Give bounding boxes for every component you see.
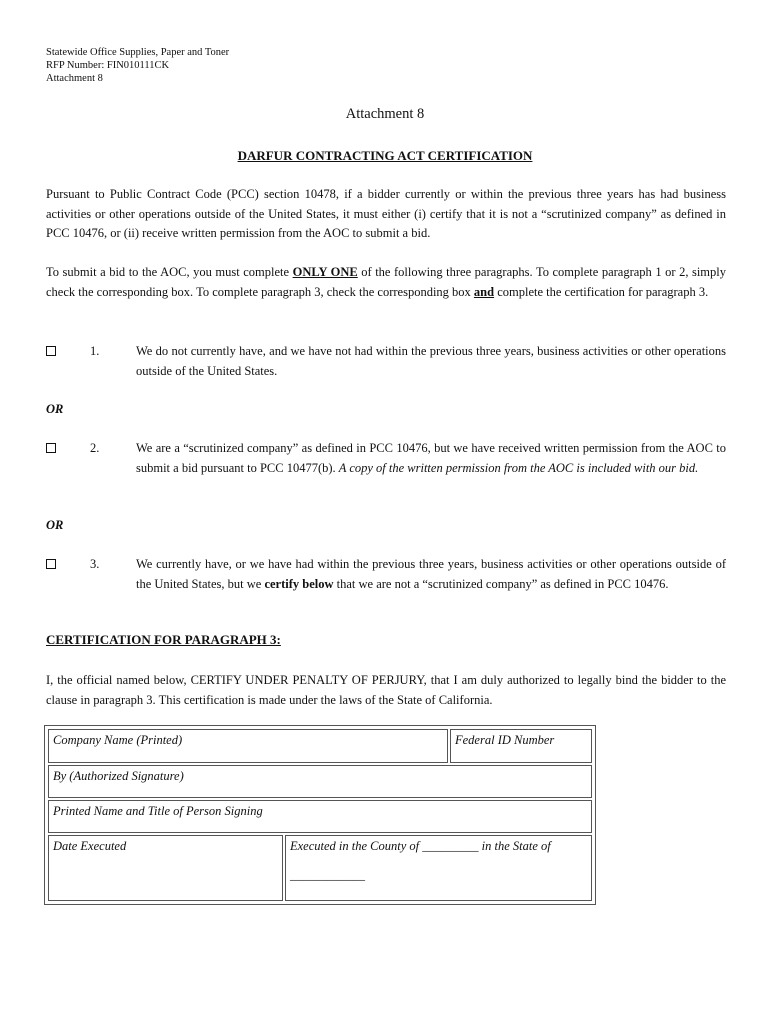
certification-heading: CERTIFICATION FOR PARAGRAPH 3: <box>46 632 281 647</box>
header-line-1: Statewide Office Supplies, Paper and Toner <box>46 47 230 58</box>
or-label-2: OR <box>46 518 64 532</box>
instructions-part-3: complete the certification for paragraph 3. <box>494 284 709 299</box>
option-2-checkbox[interactable] <box>46 443 56 453</box>
option-3-text <box>136 555 726 594</box>
header-line-3: Attachment 8 <box>46 73 103 84</box>
instructions-paragraph <box>46 263 726 302</box>
option-3-number: 3. <box>90 557 100 571</box>
page-title: Attachment 8 <box>345 106 425 122</box>
option-2 <box>46 439 726 499</box>
federal-id-label: Federal ID Number <box>455 733 555 747</box>
option-3 <box>46 555 726 615</box>
option-3-checkbox[interactable] <box>46 559 56 569</box>
signature-field[interactable] <box>48 765 592 798</box>
option-2-number: 2. <box>90 441 100 455</box>
option-3-text-b: that we are not a “scrutinized company” as defined in PCC 10476. <box>333 576 669 591</box>
date-executed-label: Date Executed <box>53 839 127 853</box>
option-3-text-a: We currently have, or we have had within the previous three years, business activities or other operations outside of the United States, but we <box>136 557 726 591</box>
option-1-text: We do not currently have, and we have not had within the previous three years, business activities or other operations outside of the United States. <box>136 344 726 378</box>
header-line-2: RFP Number: FIN010111CK <box>46 60 170 71</box>
county-label-line-2: ____________ <box>290 868 365 882</box>
signature-label: By (Authorized Signature) <box>53 769 184 783</box>
certification-text: I, the official named below, CERTIFY UNDER PENALTY OF PERJURY, that I am duly authorized to legally bind the bidder to the clause in paragraph 3. This certification is made under the laws of the State of California. <box>46 673 726 707</box>
option-2-italic-text: A copy of the written permission from the AOC is included with our bid. <box>338 460 699 475</box>
option-3-bold-text: certify below <box>264 576 334 591</box>
page-subtitle: DARFUR CONTRACTING ACT CERTIFICATION <box>237 148 533 163</box>
printed-name-field[interactable] <box>48 800 592 833</box>
federal-id-field[interactable] <box>450 729 592 763</box>
document-header <box>46 46 229 85</box>
certification-form <box>44 725 596 905</box>
date-executed-field[interactable] <box>48 835 283 901</box>
printed-name-label: Printed Name and Title of Person Signing <box>53 804 263 818</box>
option-1 <box>46 342 726 382</box>
option-1-number: 1. <box>90 344 100 358</box>
company-name-field[interactable] <box>48 729 448 763</box>
company-name-label: Company Name (Printed) <box>53 733 183 747</box>
county-label: Executed in the County of _________ in the State of <box>290 839 551 853</box>
or-label-1: OR <box>46 402 64 416</box>
instructions-only-one: ONLY ONE <box>292 265 358 279</box>
instructions-part-1: To submit a bid to the AOC, you must complete <box>46 265 293 279</box>
instructions-and: and <box>473 284 495 299</box>
option-2-main-text: We are a “scrutinized company” as defined in PCC 10476, but we have received written permission from the AOC to submit a bid pursuant to PCC 10477(b). <box>136 441 726 475</box>
county-field[interactable] <box>285 835 592 901</box>
instructions-part-2: of the following three paragraphs. To complete paragraph 1 or 2, simply check the corresponding box. To complete paragraph 3, check the corresponding box <box>46 265 727 299</box>
option-1-checkbox[interactable] <box>46 346 56 356</box>
intro-paragraph: Pursuant to Public Contract Code (PCC) section 10478, if a bidder currently or within the previous three years has had business activities or other operations outside of the United States, it must either (i) certify that it is not a “scrutinized company” as defined in PCC 10476, or (ii) receive written permission from the AOC to submit a bid. <box>46 187 726 240</box>
option-2-text <box>136 439 726 478</box>
